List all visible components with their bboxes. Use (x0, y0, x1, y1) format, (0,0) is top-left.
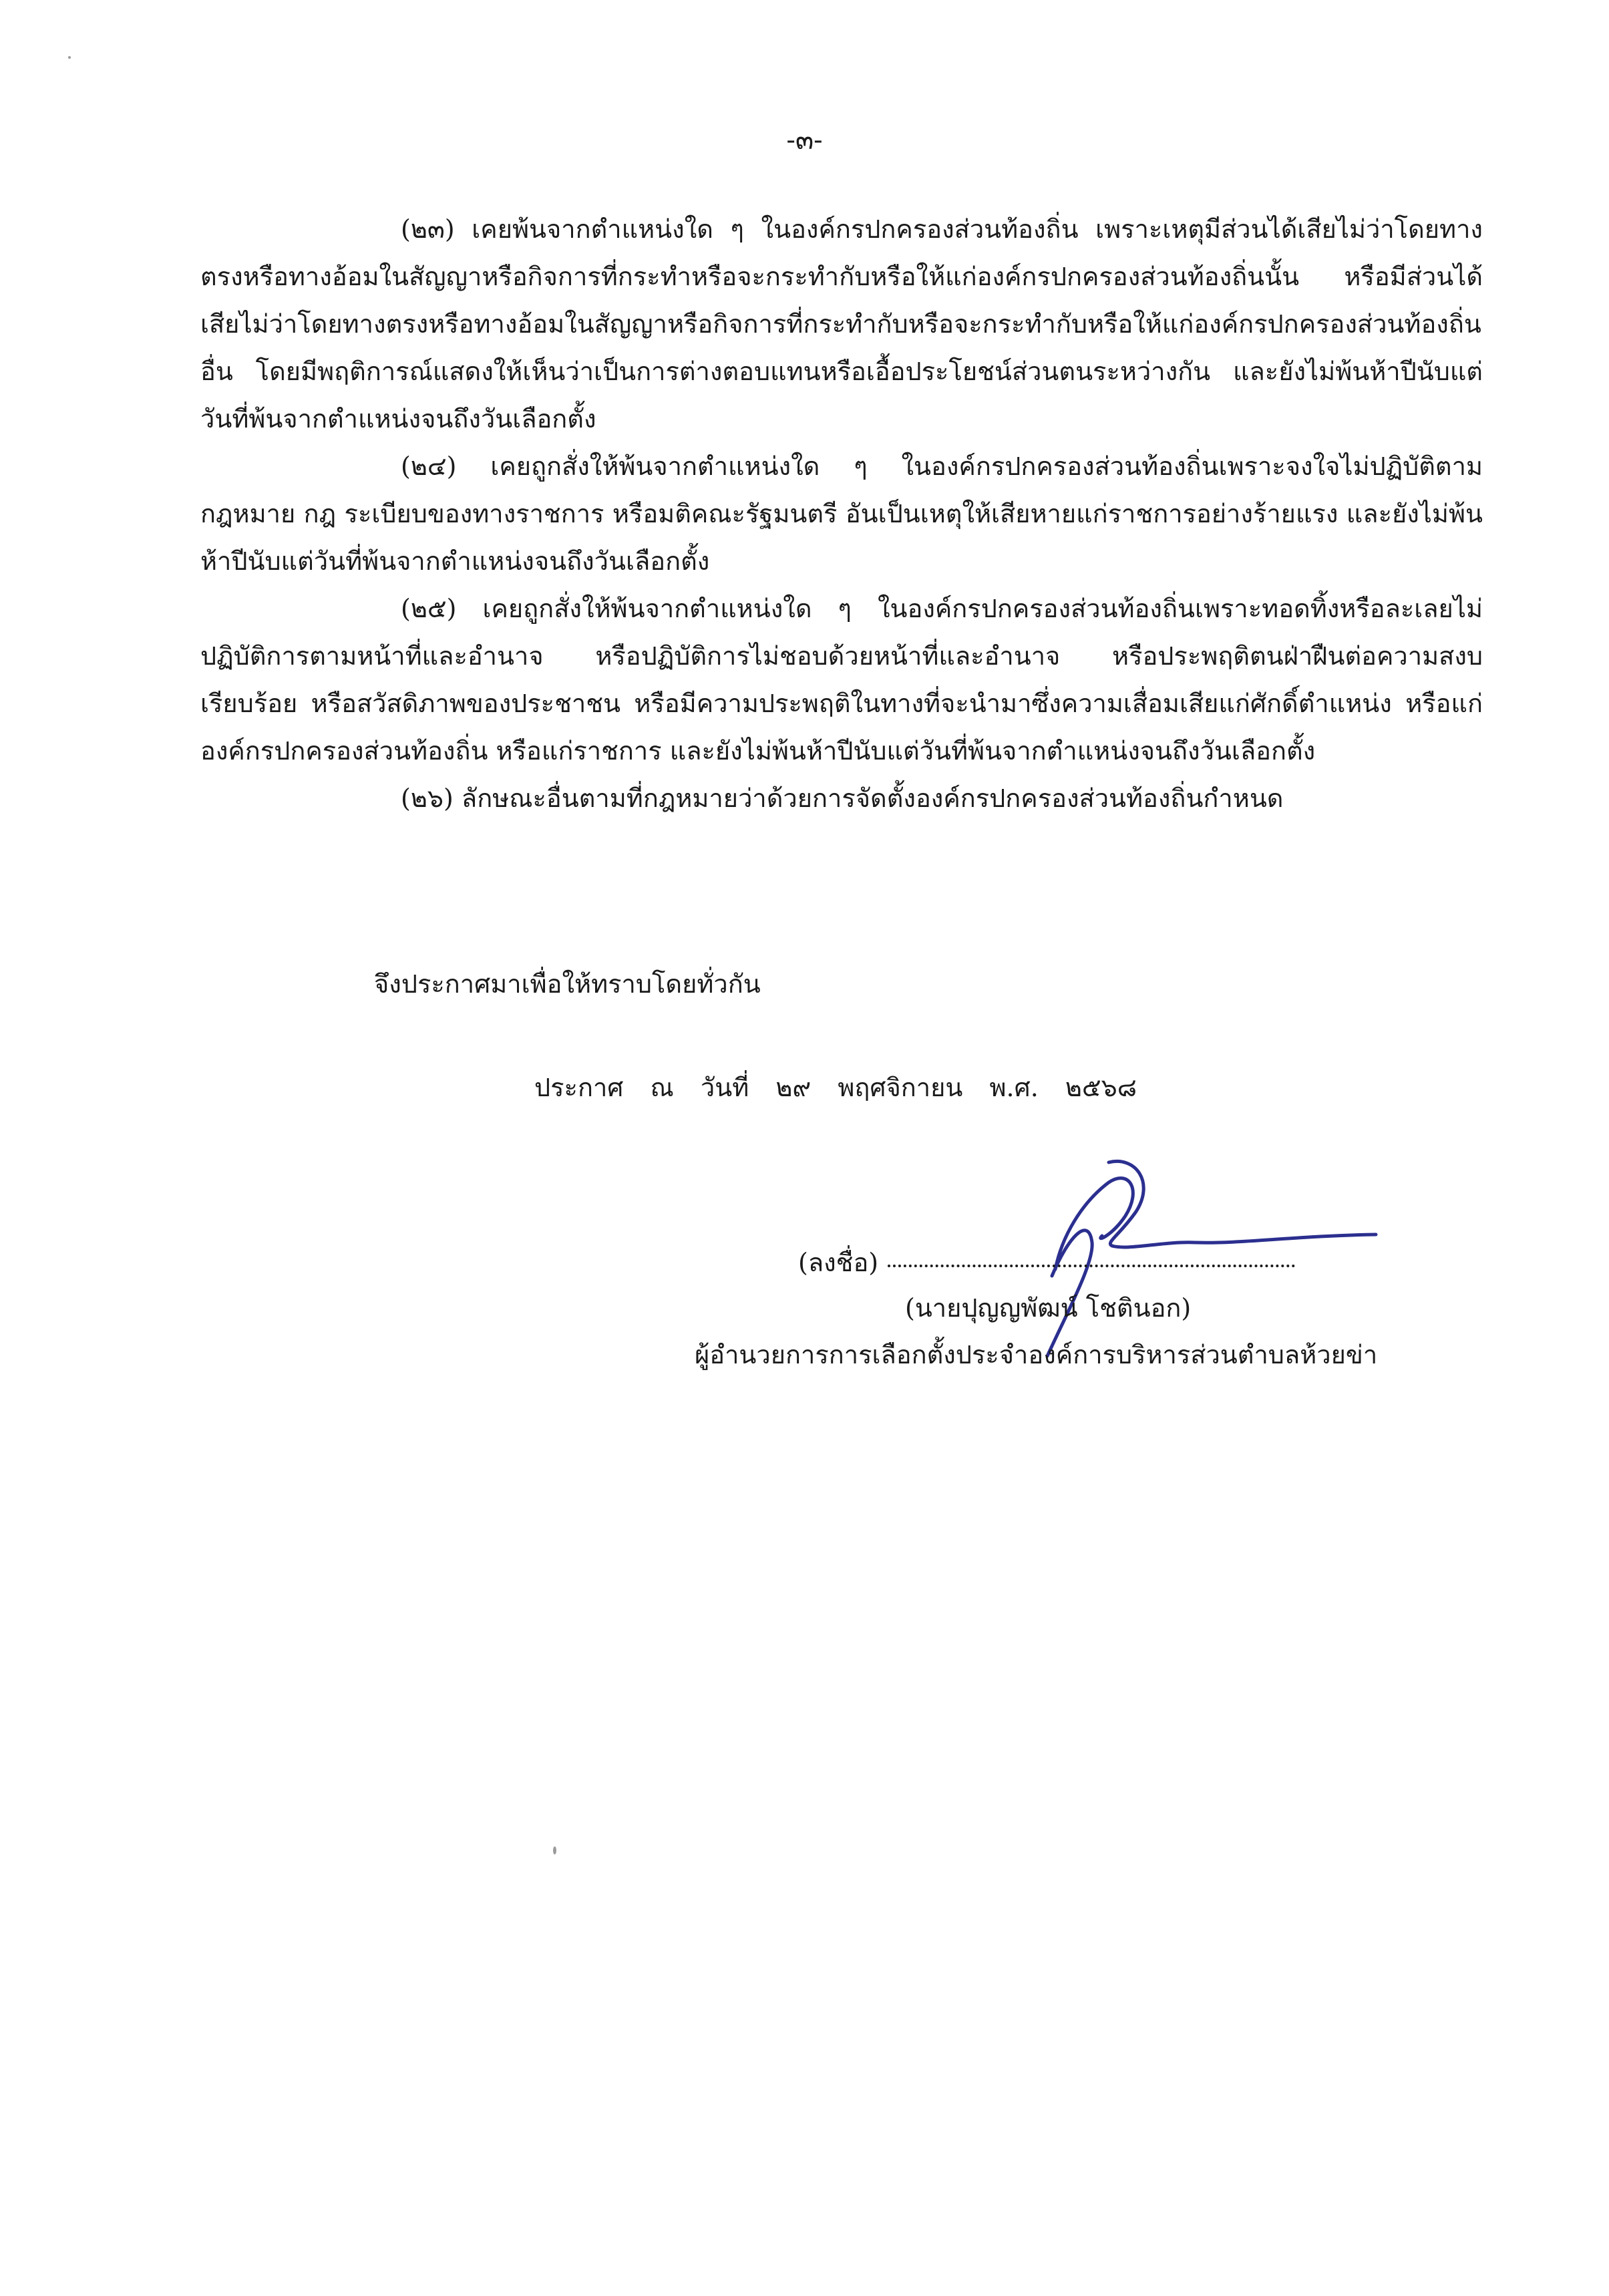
announcement-date (534, 1069, 1155, 1106)
paragraph-number: (๒๕) (401, 594, 457, 623)
signatory-position: ผู้อำนวยการการเลือกตั้งประจำองค์การบริหารส่วนตำบลห้วยข่า (695, 1340, 1378, 1369)
announcement-year: ๒๕๖๘ (1065, 1073, 1137, 1102)
announcement-prefix: ประกาศ (534, 1073, 624, 1102)
page-number: -๓- (786, 125, 823, 156)
scan-speck (68, 56, 71, 59)
announcement-at: ณ (650, 1073, 674, 1102)
paragraph-24 (200, 443, 1483, 585)
paragraph-26 (200, 775, 1483, 822)
paragraph-number: (๒๓) (401, 214, 455, 244)
announcement-day-label: วันที่ (700, 1073, 749, 1102)
paragraph-text: เคยถูกสั่งให้พ้นจากตำแหน่งใด ๆ ในองค์กรปกครองส่วนท้องถิ่นเพราะจงใจไม่ปฏิบัติตามกฎหมาย กฎ ระเบียบของทางราชการ หรือมติคณะรัฐมนตรี อันเป็นเหตุให้เสียหายแก่ราชการอย่างร้ายแรง และยังไม่พ้นห้าปีนับแต่วันที่พ้นจากตำแหน่งจนถึงวันเลือกตั้ง (200, 452, 1483, 576)
announcement-month: พฤศจิกายน (838, 1073, 963, 1102)
announcement-era: พ.ศ. (989, 1073, 1039, 1102)
paragraph-25 (200, 585, 1483, 775)
signature-line (798, 1244, 1295, 1281)
announcement-day: ๒๙ (775, 1073, 812, 1102)
paragraph-text: เคยถูกสั่งให้พ้นจากตำแหน่งใด ๆ ในองค์กรปกครองส่วนท้องถิ่นเพราะทอดทิ้งหรือละเลยไม่ปฏิบัติการตามหน้าที่และอำนาจ หรือปฏิบัติการไม่ชอบด้วยหน้าที่และอำนาจ หรือประพฤติตนฝ่าฝืนต่อความสงบเรียบร้อย หรือสวัสดิภาพของประชาชน หรือมีความประพฤติในทางที่จะนำมาซึ่งความเสื่อมเสียแก่ศักดิ์ตำแหน่ง หรือแก่องค์กรปกครองส่วนท้องถิ่น หรือแก่ราชการ และยังไม่พ้นห้าปีนับแต่วันที่พ้นจากตำแหน่งจนถึงวันเลือกตั้ง (200, 594, 1483, 766)
closing-statement: จึงประกาศมาเพื่อให้ทราบโดยทั่วกัน (374, 969, 761, 999)
signatory-name: (นายปุญญพัฒน์ โชตินอก) (905, 1293, 1192, 1323)
paragraph-number: (๒๖) (401, 784, 454, 813)
paragraph-number: (๒๔) (401, 452, 457, 481)
signed-label: (ลงชื่อ) (798, 1248, 879, 1277)
paragraph-text: ลักษณะอื่นตามที่กฎหมายว่าด้วยการจัดตั้งองค์กรปกครองส่วนท้องถิ่นกำหนด (461, 784, 1284, 813)
signature-dotted-line (888, 1265, 1295, 1267)
paragraph-23 (200, 206, 1483, 443)
paragraph-text: เคยพ้นจากตำแหน่งใด ๆ ในองค์กรปกครองส่วนท้องถิ่น เพราะเหตุมีส่วนได้เสียไม่ว่าโดยทางตรงหรือทางอ้อมในสัญญาหรือกิจการที่กระทำหรือจะกระทำกับหรือให้แก่องค์กรปกครองส่วนท้องถิ่นนั้น หรือมีส่วนได้เสียไม่ว่าโดยทางตรงหรือทางอ้อมในสัญญาหรือกิจการที่กระทำกับหรือจะกระทำกับหรือให้แก่องค์กรปกครองส่วนท้องถิ่นอื่น โดยมีพฤติการณ์แสดงให้เห็นว่าเป็นการต่างตอบแทนหรือเอื้อประโยชน์ส่วนตนระหว่างกัน และยังไม่พ้นห้าปีนับแต่วันที่พ้นจากตำแหน่งจนถึงวันเลือกตั้ง (200, 214, 1483, 434)
qualification-list (200, 206, 1483, 822)
scan-speck (553, 1846, 556, 1854)
